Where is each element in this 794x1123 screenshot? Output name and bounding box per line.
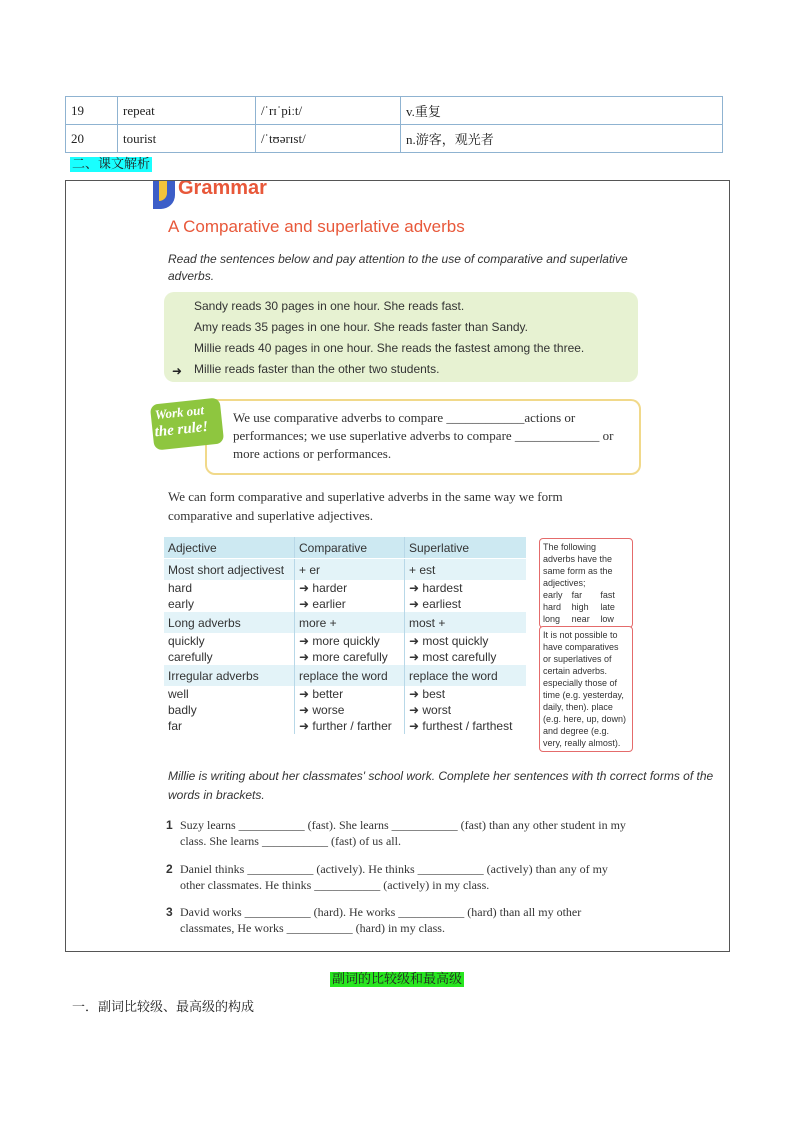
vocab-table	[65, 96, 723, 153]
exercise-item	[166, 817, 626, 849]
table-row	[66, 125, 723, 153]
vocab-word: tourist	[118, 125, 256, 153]
table-cell: ➜ further / farther	[295, 718, 405, 734]
workout-line1: Work out	[154, 402, 205, 423]
example-sentence: Sandy reads 30 pages in one hour. She reads fast.	[194, 299, 465, 313]
note-word-row	[543, 589, 629, 601]
rule-cell: Long adverbs	[164, 612, 295, 633]
table-cell: ➜ earliest	[405, 596, 527, 612]
rule-cell: more +	[295, 612, 405, 633]
rule-cell: replace the word	[405, 665, 527, 686]
vocab-meaning: n.游客，观光者	[401, 125, 723, 153]
note-same-form	[539, 538, 633, 628]
note-word: hard	[543, 602, 562, 612]
rule-cell: + est	[405, 559, 527, 581]
table-cell: ➜ furthest / farthest	[405, 718, 527, 734]
table-cell: ➜ hardest	[405, 580, 527, 596]
table-row	[66, 97, 723, 125]
section-heading-text: 二、课文解析	[72, 157, 151, 172]
exercise-number: 3	[166, 905, 173, 919]
table-cell: ➜ worst	[405, 702, 527, 718]
table-row	[164, 649, 526, 665]
table-cell: ➜ better	[295, 686, 405, 702]
note-word-row	[543, 613, 629, 625]
intro-text: Read the sentences below and pay attention to the use of comparative and superlative adverbs.	[168, 252, 628, 283]
exercise-text: David works ___________ (hard). He works ___________ (hard) than all my other classmates, He works ___________ (hard) in my class.	[180, 905, 582, 935]
workout-line2: the rule!	[153, 418, 210, 441]
table-cell: ➜ earlier	[295, 596, 405, 612]
table-cell: ➜ harder	[295, 580, 405, 596]
arrow-icon: ➜	[172, 364, 183, 378]
header-superlative: Superlative	[405, 537, 527, 559]
rule-cell: + er	[295, 559, 405, 581]
note-exceptions	[539, 626, 633, 752]
rule-cell: most +	[405, 612, 527, 633]
form-text: We can form comparative and superlative adverbs in the same way we form comparative and superlative adjectives.	[168, 489, 563, 523]
textbook-image	[65, 180, 730, 952]
table-rule-row	[164, 612, 526, 633]
grammar-logo-icon	[153, 181, 175, 209]
note-word: late	[600, 602, 615, 612]
note-word: high	[571, 602, 589, 612]
table-cell: ➜ worse	[295, 702, 405, 718]
note-text: It is not possible to have comparatives or superlatives of certain adverbs. especially those of time (e.g. yesterday, daily, then). place (e.g. here, up, down) and degree (e.g. very, really almost).	[543, 630, 627, 748]
rule-text: We use comparative adverbs to compare ____________actions or performances; we use superlative adverbs to compare _____________ or more actions or performances.	[233, 410, 614, 461]
rule-cell: Most short adjectivest	[164, 559, 295, 581]
header-comparative: Comparative	[295, 537, 405, 559]
table-row	[164, 686, 526, 702]
work-out-badge	[150, 397, 224, 450]
table-cell: ➜ more quickly	[295, 633, 405, 649]
table-cell: well	[164, 686, 295, 702]
exercise-item	[166, 904, 626, 936]
table-cell: quickly	[164, 633, 295, 649]
note-word-row	[543, 601, 629, 613]
note-word: early	[543, 590, 563, 600]
subheading: 一．副词比较级、最高级的构成	[72, 1000, 255, 1015]
rule-cell: replace the word	[295, 665, 405, 686]
section-a-title: A Comparative and superlative adverbs	[168, 217, 465, 236]
table-rule-row	[164, 559, 526, 581]
exercise-number: 2	[166, 862, 173, 876]
table-rule-row	[164, 665, 526, 686]
rule-cell: Irregular adverbs	[164, 665, 295, 686]
table-cell: ➜ more carefully	[295, 649, 405, 665]
vocab-meaning: v.重复	[401, 97, 723, 125]
note-text: The following adverbs have the same form as the adjectives;	[543, 542, 613, 588]
table-row	[164, 580, 526, 596]
table-row	[164, 718, 526, 734]
vocab-word: repeat	[118, 97, 256, 125]
note-word: low	[600, 614, 614, 624]
table-row	[164, 702, 526, 718]
table-cell: far	[164, 718, 295, 734]
grammar-title: Grammar	[178, 180, 267, 199]
table-cell: ➜ most carefully	[405, 649, 527, 665]
table-row	[164, 633, 526, 649]
note-word: far	[571, 590, 583, 600]
example-sentence: Amy reads 35 pages in one hour. She reads faster than Sandy.	[194, 320, 528, 334]
vocab-ipa: /ˈrɪˈpiːt/	[256, 97, 401, 125]
section-heading	[70, 153, 152, 172]
note-word: long	[543, 614, 561, 624]
table-cell: ➜ best	[405, 686, 527, 702]
note-word: near	[571, 614, 590, 624]
table-cell: early	[164, 596, 295, 612]
vocab-number: 20	[66, 125, 118, 153]
exercise-text: Suzy learns ___________ (fast). She learns ___________ (fast) than any other student in my class. She learns ___________ (fast) of us all.	[180, 818, 626, 848]
table-cell: hard	[164, 580, 295, 596]
rule-box	[205, 399, 641, 475]
example-box	[164, 292, 638, 382]
table-header-row	[164, 537, 526, 559]
vocab-number: 19	[66, 97, 118, 125]
exercise-item	[166, 861, 626, 893]
example-sentence: Millie reads 40 pages in one hour. She reads the fastest among the three.	[194, 341, 585, 355]
caption	[0, 968, 794, 987]
table-cell: carefully	[164, 649, 295, 665]
caption-text: 副词的比较级和最高级	[331, 972, 462, 987]
header-adjective: Adjective	[164, 537, 295, 559]
exercise-number: 1	[166, 818, 173, 832]
example-sentence: Millie reads faster than the other two students.	[194, 362, 440, 376]
vocab-ipa: /ˈtʊərɪst/	[256, 125, 401, 153]
table-cell: ➜ most quickly	[405, 633, 527, 649]
exercise-title: Millie is writing about her classmates' school work. Complete her sentences with th correct forms of the words in brackets.	[168, 769, 714, 802]
adverb-table	[164, 537, 526, 734]
table-cell: badly	[164, 702, 295, 718]
exercise-text: Daniel thinks ___________ (actively). He thinks ___________ (actively) than any of my other classmates. He thinks ___________ (actively) in my class.	[180, 862, 608, 892]
table-row	[164, 596, 526, 612]
note-word: fast	[600, 590, 615, 600]
